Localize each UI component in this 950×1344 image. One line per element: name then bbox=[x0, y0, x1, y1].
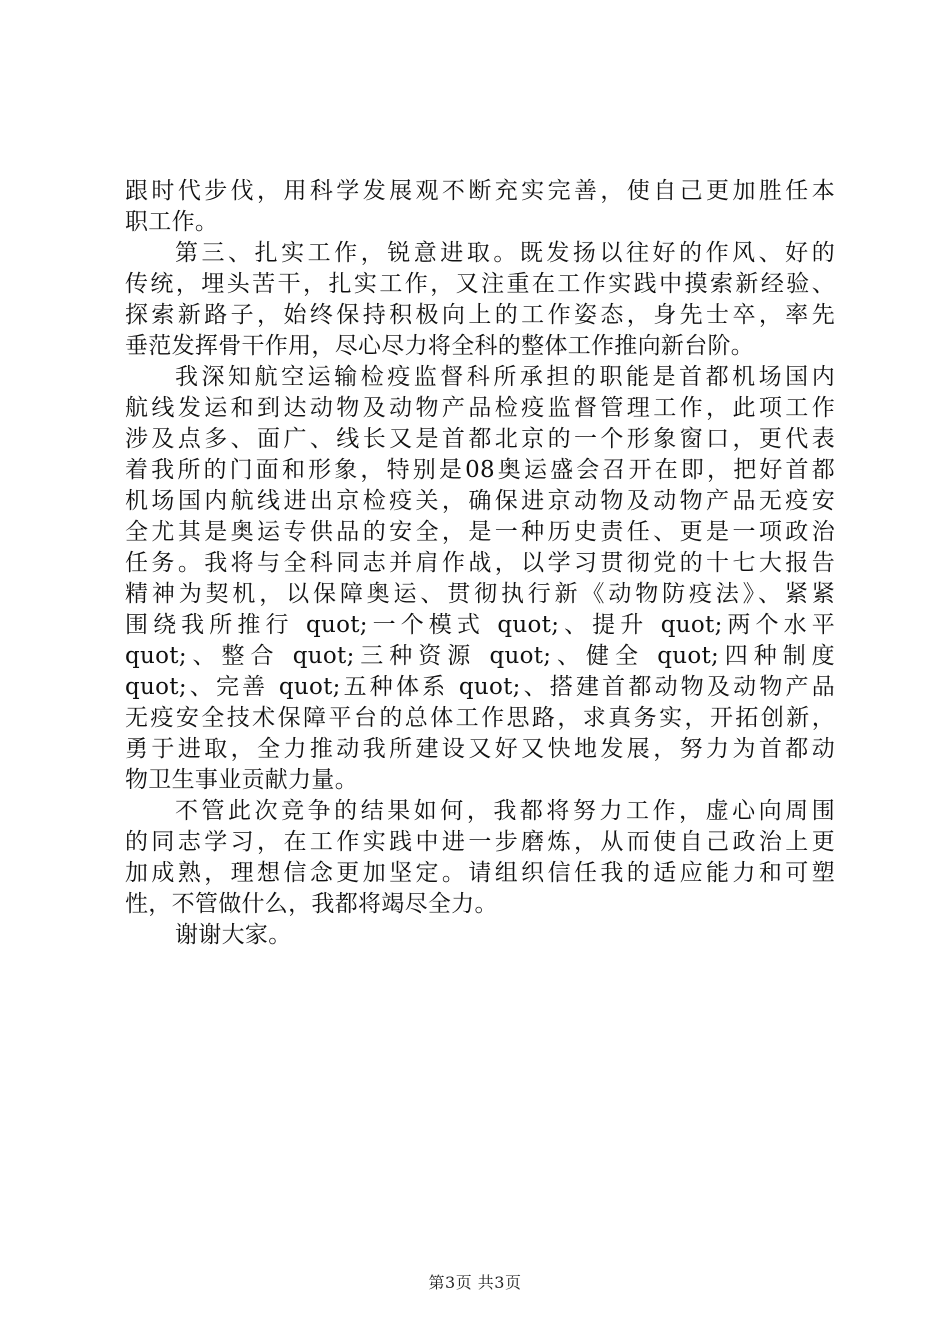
text-line: 着我所的门面和形象，特别是08奥运盛会召开在即，把好首都 bbox=[125, 457, 835, 483]
text-line: 谢谢大家。 bbox=[175, 922, 292, 948]
text-line: 航线发运和到达动物及动物产品检疫监督管理工作，此项工作 bbox=[125, 395, 835, 421]
text-line: 的同志学习，在工作实践中进一步磨炼，从而使自己政治上更 bbox=[125, 829, 835, 855]
text-line: 垂范发挥骨干作用，尽心尽力将全科的整体工作推向新台阶。 bbox=[125, 333, 755, 359]
text-line: 职工作。 bbox=[125, 209, 219, 235]
text-line: quot;、整合 quot;三种资源 quot;、健全 quot;四种制度 bbox=[125, 643, 835, 669]
text-line: 探索新路子，始终保持积极向上的工作姿态，身先士卒，率先 bbox=[125, 302, 835, 328]
text-line: 不管此次竞争的结果如何，我都将努力工作，虚心向周围 bbox=[175, 798, 835, 824]
text-line: 第三、扎实工作，锐意进取。既发扬以往好的作风、好的 bbox=[175, 240, 835, 266]
text-line: 全尤其是奥运专供品的安全，是一种历史责任、更是一项政治 bbox=[125, 519, 835, 545]
text-line: 传统，埋头苦干，扎实工作，又注重在工作实践中摸索新经验、 bbox=[125, 271, 835, 297]
text-line: 加成熟，理想信念更加坚定。请组织信任我的适应能力和可塑 bbox=[125, 860, 835, 886]
text-line: quot;、完善 quot;五种体系 quot;、搭建首都动物及动物产品 bbox=[125, 674, 835, 700]
text-line: 任务。我将与全科同志并肩作战，以学习贯彻党的十七大报告 bbox=[125, 550, 835, 576]
text-line: 涉及点多、面广、线长又是首都北京的一个形象窗口，更代表 bbox=[125, 426, 835, 452]
text-line: 物卫生事业贡献力量。 bbox=[125, 767, 358, 793]
text-line: 围绕我所推行 quot;一个模式 quot;、提升 quot;两个水平 bbox=[125, 612, 835, 638]
text-line: 精神为契机，以保障奥运、贯彻执行新《动物防疫法》、紧紧 bbox=[125, 581, 835, 607]
text-line: 跟时代步伐，用科学发展观不断充实完善，使自己更加胜任本 bbox=[125, 178, 835, 204]
body-text bbox=[125, 176, 835, 951]
text-line: 性，不管做什么，我都将竭尽全力。 bbox=[125, 891, 498, 917]
text-line: 无疫安全技术保障平台的总体工作思路，求真务实，开拓创新， bbox=[125, 705, 835, 731]
page-number-footer: 第3页 共3页 bbox=[428, 1273, 522, 1292]
text-line: 机场国内航线进出京检疫关，确保进京动物及动物产品无疫安 bbox=[125, 488, 835, 514]
text-line: 勇于进取，全力推动我所建设又好又快地发展，努力为首都动 bbox=[125, 736, 835, 762]
text-line: 我深知航空运输检疫监督科所承担的职能是首都机场国内 bbox=[175, 364, 835, 390]
